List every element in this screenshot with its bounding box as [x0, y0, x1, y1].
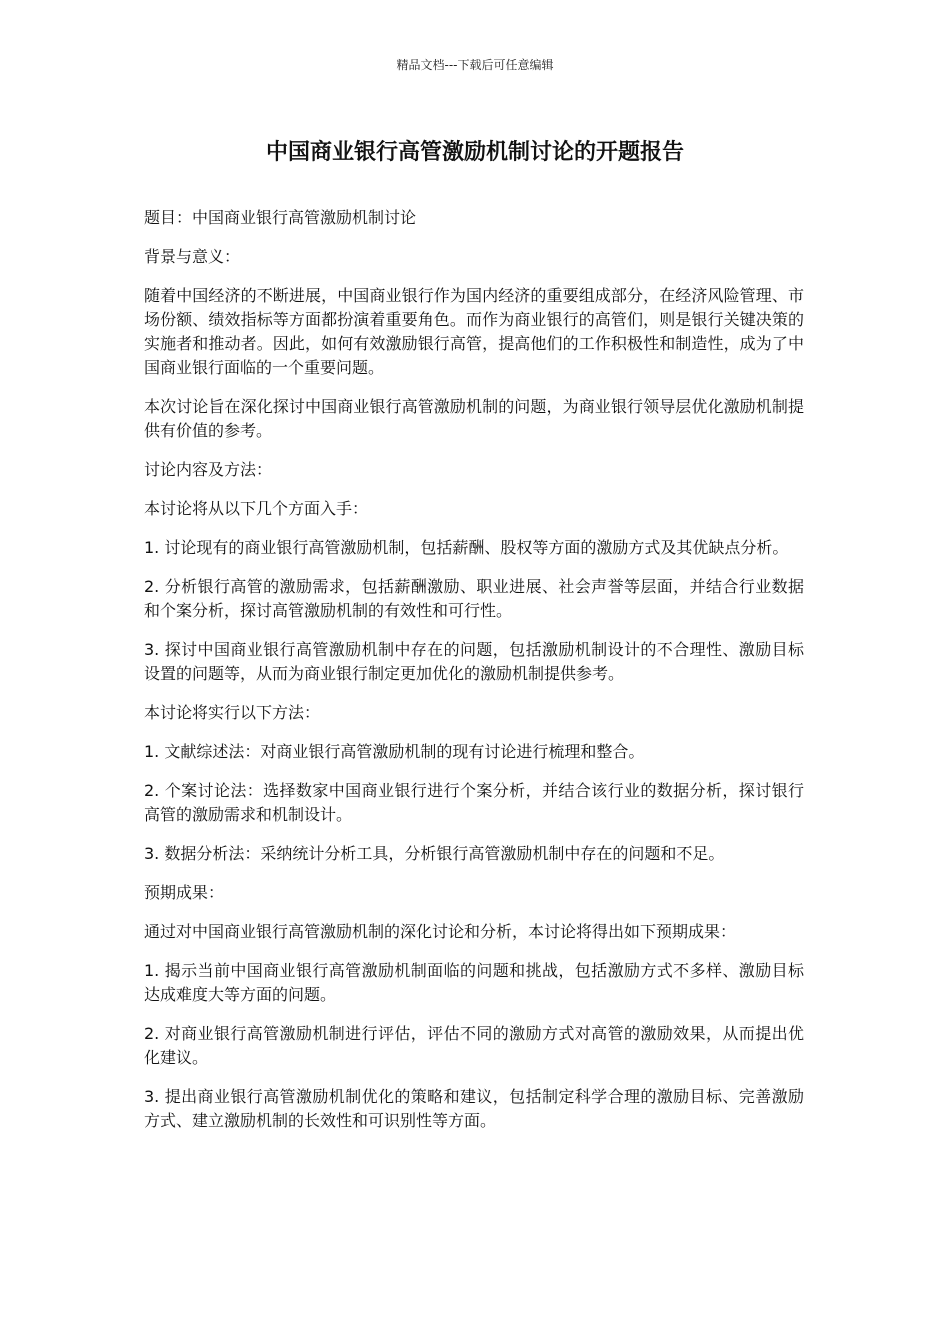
list-item-method-1: 1. 文献综述法：对商业银行高管激励机制的现有讨论进行梳理和整合。	[144, 742, 645, 761]
paragraph-methods-intro: 本讨论将实行以下方法：	[144, 703, 321, 722]
list-item-result-2: 2. 对商业银行高管激励机制进行评估，评估不同的激励方式对高管的激励效果，从而提出优化建议。	[144, 1024, 804, 1067]
list-item-method-3: 3. 数据分析法：采纳统计分析工具，分析银行高管激励机制中存在的问题和不足。	[144, 844, 725, 863]
heading-background: 背景与意义：	[144, 247, 241, 266]
list-item-method-2: 2. 个案讨论法：选择数家中国商业银行进行个案分析，并结合该行业的数据分析，探讨银行高管的激励需求和机制设计。	[144, 781, 804, 824]
document-title: 中国商业银行高管激励机制讨论的开题报告	[265, 140, 684, 165]
paragraph-background: 随着中国经济的不断进展，中国商业银行作为国内经济的重要组成部分，在经济风险管理、市场份额、绩效指标等方面都扮演着重要角色。而作为商业银行的高管们，则是银行关键决策的实施者和推动者。因此，如何有效激励银行高管，提高他们的工作积极性和制造性，成为了中国商业银行面临的一个重要问题。	[144, 286, 804, 377]
paragraph-topic: 题目：中国商业银行高管激励机制讨论	[144, 208, 417, 227]
paragraph-purpose: 本次讨论旨在深化探讨中国商业银行高管激励机制的问题，为商业银行领导层优化激励机制提供有价值的参考。	[144, 397, 804, 440]
document-body	[144, 206, 804, 1148]
list-item-result-3: 3. 提出商业银行高管激励机制优化的策略和建议，包括制定科学合理的激励目标、完善激励方式、建立激励机制的长效性和可识别性等方面。	[144, 1087, 804, 1130]
header-note: 精品文档---下载后可任意编辑	[396, 58, 554, 72]
heading-expected-results: 预期成果：	[144, 883, 225, 902]
paragraph-results-intro: 通过对中国商业银行高管激励机制的深化讨论和分析，本讨论将得出如下预期成果：	[144, 922, 737, 941]
list-item-aspect-2: 2. 分析银行高管的激励需求，包括薪酬激励、职业进展、社会声誉等层面，并结合行业数据和个案分析，探讨高管激励机制的有效性和可行性。	[144, 577, 804, 620]
list-item-result-1: 1. 揭示当前中国商业银行高管激励机制面临的问题和挑战，包括激励方式不多样、激励目标达成难度大等方面的问题。	[144, 961, 804, 1004]
list-item-aspect-1: 1. 讨论现有的商业银行高管激励机制，包括薪酬、股权等方面的激励方式及其优缺点分析。	[144, 538, 789, 557]
list-item-aspect-3: 3. 探讨中国商业银行高管激励机制中存在的问题，包括激励机制设计的不合理性、激励目标设置的问题等，从而为商业银行制定更加优化的激励机制提供参考。	[144, 640, 804, 683]
heading-content-methods: 讨论内容及方法：	[144, 460, 273, 479]
paragraph-aspects-intro: 本讨论将从以下几个方面入手：	[144, 499, 369, 518]
